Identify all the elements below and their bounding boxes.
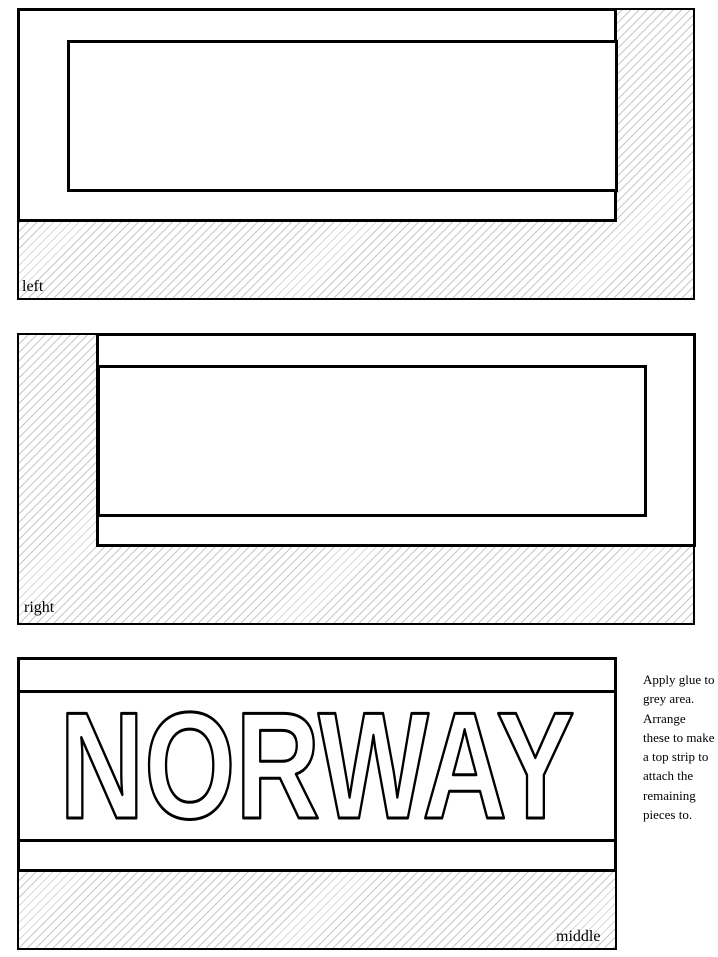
piece-label-left: left xyxy=(22,278,44,295)
piece-label-middle: middle xyxy=(556,928,601,945)
piece-label-right: right xyxy=(24,599,55,616)
inner-panel-right xyxy=(97,365,647,517)
inner-panel-left xyxy=(67,40,618,192)
norway-title xyxy=(55,700,580,825)
norway-title-text: NORWAY xyxy=(59,700,575,825)
glue-instructions: Apply glue to grey area. Arrange these to make a top strip to attach the remaining pieces to. xyxy=(643,672,715,823)
